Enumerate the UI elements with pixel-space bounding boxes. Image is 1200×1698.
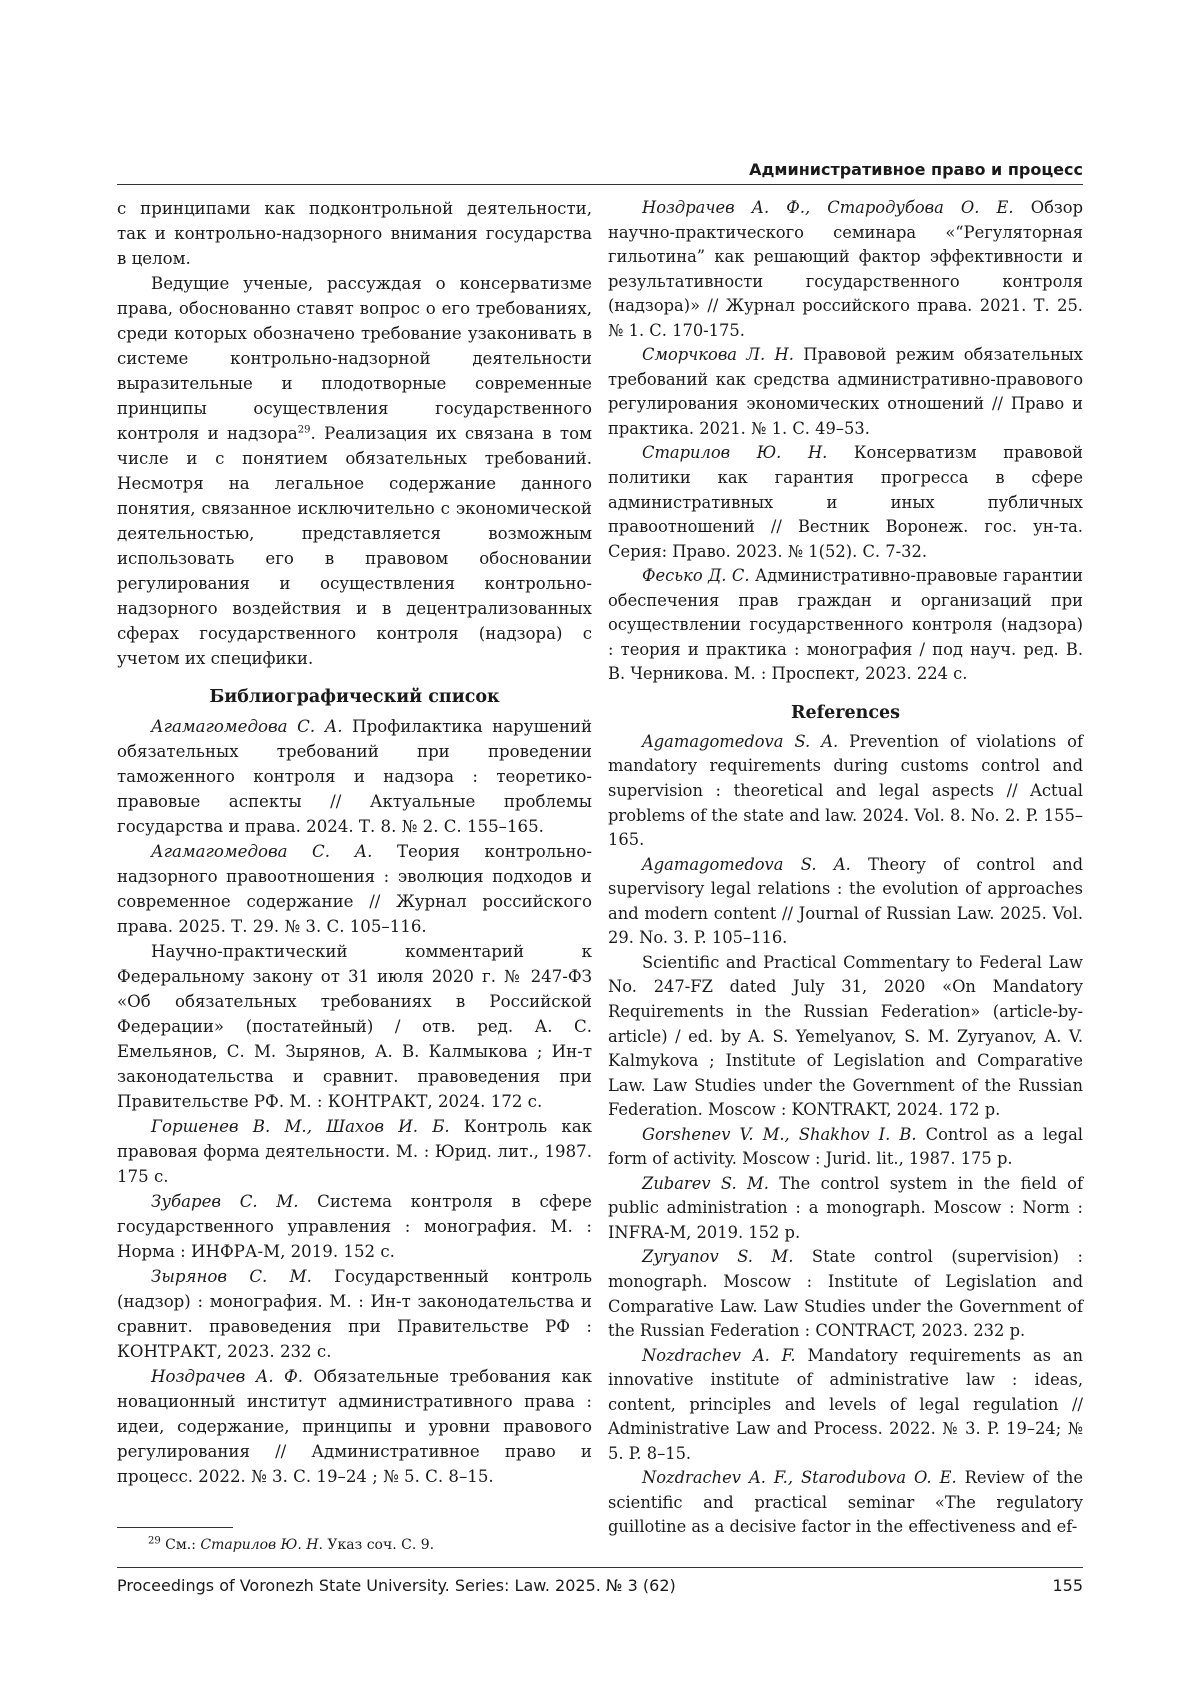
footer-rule bbox=[117, 1567, 1083, 1568]
reference-author: Agamagomedova S. A. bbox=[642, 854, 851, 874]
paragraph-text: . Реализация их связана в том числе и с понятием обязательных требований. Несмотря на легальное содержание данного понятия, связанное исключительно с экономической деятельностью, представляется возможным использовать его в правовом обосновании регулирования и осуществления контрольно-надзорного воздействия и в децентрализованных сферах государственного контроля (надзора) с учетом их специфики. bbox=[117, 424, 593, 668]
reference-entry bbox=[608, 730, 1083, 853]
bib-entry bbox=[608, 196, 1083, 343]
footnote-number: 29 bbox=[148, 1535, 161, 1547]
bib-text: Система контроля в сфере государственного управления : монография. М. : Норма : ИНФРА-М, 2019. 152 с. bbox=[117, 1192, 592, 1261]
bib-entry bbox=[608, 441, 1083, 564]
left-column bbox=[117, 196, 592, 1489]
body-paragraph: с принципами как подконтрольной деятельности, так и контрольно-надзорного внимания государства в целом. bbox=[117, 199, 592, 268]
reference-text: The control system in the field of public administration : a monograph. Moscow : Norm : INFRA-M, 2019. 152 p. bbox=[608, 1173, 1083, 1242]
reference-author: Gorshenev V. M., Shakhov I. B. bbox=[642, 1124, 917, 1144]
bib-author: Сморчкова Л. Н. bbox=[642, 345, 794, 365]
bib-entry bbox=[117, 1189, 592, 1264]
bib-author: Зубарев С. М. bbox=[151, 1192, 299, 1211]
bib-author: Зырянов С. М. bbox=[151, 1267, 312, 1286]
body-paragraph bbox=[117, 271, 592, 671]
bib-author: Ноздрачев А. Ф., Стародубова О. Е. bbox=[642, 198, 1014, 217]
footnote-author: Старилов Ю. Н. bbox=[200, 1537, 323, 1553]
bib-entry bbox=[117, 839, 592, 939]
reference-text: Theory of control and supervisory legal relations : the evolution of approaches and modern content // Journal of Russian Law. 2025. Vol. 29. No. 3. P. 105–116. bbox=[608, 854, 1083, 948]
bib-entry bbox=[608, 564, 1083, 687]
bib-text: Научно-практический комментарий к Федеральному закону от 31 июля 2020 г. № 247-ФЗ «Об обязательных требованиях в Российской Федерации» (постатейный) / отв. ред. А. С. Емельянов, С. М. Зырянов, А. В. Калмыкова ; Ин-т законодательства и сравнит. правоведения при Правительстве РФ. М. : КОНТРАКТ, 2024. 172 с. bbox=[117, 942, 592, 1111]
reference-text: Control as a legal form of activity. Moscow : Jurid. lit., 1987. 175 p. bbox=[608, 1124, 1083, 1169]
bib-text: Теория контрольно-надзорного правоотношения : эволюция подходов и современное содержание // Журнал российского права. 2025. Т. 29. № 3. С. 105–116. bbox=[117, 842, 592, 936]
reference-text: Prevention of violations of mandatory requirements during customs control and supervision : theoretical and legal aspects // Actual problems of the state and law. 2024. Vol. 8. No. 2. P. 155–165. bbox=[608, 731, 1083, 850]
references-title: References bbox=[790, 702, 901, 723]
bib-text: Контроль как правовая форма деятельности. М. : Юрид. лит., 1987. 175 с. bbox=[117, 1117, 592, 1186]
bib-entry bbox=[117, 1114, 592, 1189]
bibliography-title: Библиографический список bbox=[209, 687, 500, 707]
reference-text: Review of the scientific and practical seminar «The regulatory guillotine as a decisive factor in the effectiveness and ef- bbox=[608, 1468, 1083, 1537]
reference-entry bbox=[608, 1172, 1083, 1246]
journal-name: Proceedings of Voronezh State University. Series: Law. 2025. № 3 (62) bbox=[117, 1576, 676, 1595]
reference-author: Zubarev S. M. bbox=[642, 1173, 769, 1193]
bib-entry bbox=[117, 714, 592, 839]
reference-author: Agamagomedova S. A. bbox=[642, 731, 839, 751]
bib-text: Правовой режим обязательных требований как средства административно-правового регулирования экономических отношений // Право и практика. 2021. № 1. С. 49–53. bbox=[608, 345, 1083, 438]
page-number: 155 bbox=[1052, 1576, 1083, 1595]
reference-author: Nozdrachev A. F., Starodubova O. E. bbox=[642, 1468, 957, 1488]
reference-author: Zyryanov S. M. bbox=[642, 1247, 794, 1267]
running-head: Административное право и процесс bbox=[749, 160, 1083, 179]
bib-author: Горшенев В. М., Шахов И. Б. bbox=[151, 1117, 450, 1136]
footnote bbox=[148, 1535, 588, 1555]
paragraph-text: Ведущие ученые, рассуждая о консерватизме права, обоснованно ставят вопрос о его требованиях, среди которых обозначено требование узаконивать в системе контрольно-надзорной деятельности выразительные и плодотворные современные принципы осуществления государственного контроля и надзора bbox=[117, 274, 592, 443]
footnote-prefix: См.: bbox=[160, 1537, 201, 1553]
bib-author: Старилов Ю. Н. bbox=[642, 443, 828, 463]
bib-author: Ноздрачев А. Ф. bbox=[151, 1367, 304, 1386]
footnote-text: Указ соч. С. 9. bbox=[322, 1537, 435, 1553]
reference-text: State control (supervision) : monograph. Moscow : Institute of Legislation and Comparative Law. Law Studies under the Government of the Russian Federation : CONTRACT, 2023. 232 p. bbox=[608, 1247, 1083, 1341]
bib-text: Государственный контроль (надзор) : монография. М. : Ин-т законодательства и сравнит. правоведения при Правительстве РФ : КОНТРАКТ, 2023. 232 с. bbox=[117, 1267, 592, 1361]
bib-entry bbox=[117, 1364, 592, 1489]
bib-entry bbox=[608, 343, 1083, 441]
bib-author: Фесько Д. С. bbox=[642, 566, 750, 586]
reference-text: Mandatory requirements as an innovative institute of administrative law : ideas, content, principles and levels of legal regulation // Administrative Law and Process. 2022. № 3. P. 19–24; № 5. P. 8–15. bbox=[608, 1345, 1084, 1463]
reference-entry bbox=[608, 1245, 1083, 1343]
bib-text: Обязательные требования как новационный институт административного права : идеи, содержание, принципы и уровни правового регулирования // Административное право и процесс. 2022. № 3. С. 19–24 ; № 5. С. 8–15. bbox=[117, 1367, 592, 1486]
reference-author: Nozdrachev A. F. bbox=[642, 1345, 796, 1365]
reference-text: Scientific and Practical Commentary to Federal Law No. 247-FZ dated July 31, 2020 «On Mandatory Requirements in the Russian Federation» (article-by-article) / ed. by A. S. Yemelyanov, S. M. Zyryanov, A. V. Kalmykova ; Institute of Legislation and Comparative Law. Law Studies under the Government of the Russian Federation. Moscow : KONTRAKT, 2024. 172 p. bbox=[608, 952, 1083, 1120]
reference-entry bbox=[608, 1344, 1083, 1467]
reference-entry bbox=[608, 853, 1083, 951]
bib-text: Профилактика нарушений обязательных требований при проведении таможенного контроля и надзора : теоретико-правовые аспекты // Актуальные проблемы государства и права. 2024. Т. 8. № 2. С. 155–165. bbox=[117, 717, 592, 836]
bib-author: Агамагомедова С. А. bbox=[151, 842, 373, 861]
bib-text: Обзор научно-практического семинара «“Регуляторная гильотина” как решающий фактор эффективности и результативности государственного контроля (надзора)» // Журнал российского права. 2021. Т. 25. № 1. С. 170-175. bbox=[608, 198, 1083, 340]
bib-author: Агамагомедова С. А. bbox=[151, 717, 343, 736]
reference-entry bbox=[608, 1123, 1083, 1172]
header-rule bbox=[117, 184, 1083, 185]
reference-entry bbox=[608, 1466, 1083, 1540]
reference-entry bbox=[608, 951, 1083, 1123]
bib-entry bbox=[117, 1264, 592, 1364]
bib-entry bbox=[117, 939, 592, 1114]
right-column bbox=[608, 196, 1083, 1540]
footnote-ref[interactable]: 29 bbox=[297, 424, 311, 436]
bib-text: Административно-правовые гарантии обеспечения прав граждан и организаций при осуществлении государственного контроля (надзора) : теория и практика : монография / под науч. ред. В. В. Черникова. М. : Проспект, 2023. 224 с. bbox=[608, 566, 1083, 684]
page-footer bbox=[117, 1574, 1083, 1598]
footnote-rule bbox=[117, 1527, 233, 1528]
bib-text: Консерватизм правовой политики как гарантия прогресса в сфере административных и иных публичных правоотношений // Вестник Воронеж. гос. ун-та. Серия: Право. 2023. № 1(52). С. 7-32. bbox=[608, 443, 1083, 561]
